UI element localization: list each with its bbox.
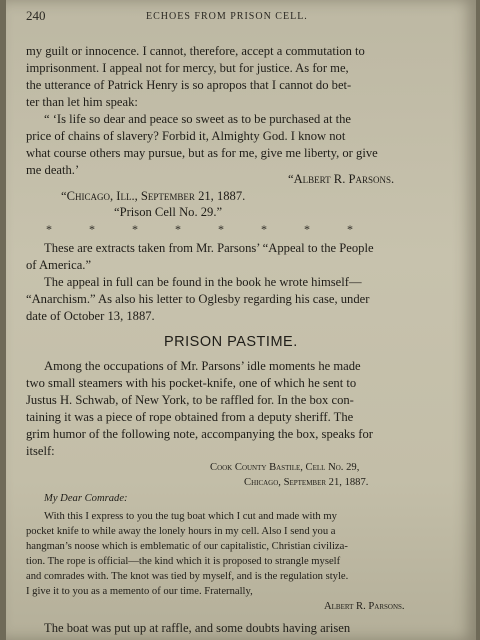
body-line: date of October 13, 1887. [26, 309, 155, 323]
body-line: The appeal in full can be found in the book he wrote himself— [44, 275, 362, 289]
body-line: my guilt or innocence. I cannot, therefore, accept a commutation to [26, 44, 365, 58]
quote-line: price of chains of slavery? Forbid it, Almighty God. I know not [26, 129, 346, 143]
letter-signature: Albert R. Parsons. [324, 601, 405, 612]
body-line: imprisonment. I appeal not for mercy, but for justice. As for me, [26, 61, 349, 75]
body-line: These are extracts taken from Mr. Parsons’ “Appeal to the People [44, 241, 374, 255]
body-line: “Anarchism.” As also his letter to Oglesby regarding his case, under [26, 292, 370, 306]
quote-line: what course others may pursue, but as for me, give me liberty, or give [26, 146, 378, 160]
body-line: itself: [26, 444, 55, 458]
body-line: of America.” [26, 258, 92, 272]
letter-address: Cook County Bastile, Cell No. 29, [210, 462, 360, 473]
dateline: “Prison Cell No. 29.” [114, 205, 223, 219]
letter-line: With this I express to you the tug boat which I cut and made with my [44, 511, 337, 522]
letter-line: hangman’s noose which is emblematic of our capitalistic, Christian civiliza- [26, 541, 348, 552]
dateline: “Chicago, Ill., September 21, 1887. [61, 189, 246, 203]
letter-line: I give it to you as a memento of our time. Fraternally, [26, 586, 253, 597]
letter-date: Chicago, September 21, 1887. [244, 477, 369, 488]
page-header [26, 8, 446, 26]
signature: “Albert R. Parsons. [288, 172, 395, 186]
section-divider: * * * * * * * * [46, 222, 353, 236]
body-line: The boat was put up at raffle, and some doubts having arisen [44, 621, 351, 635]
running-title: ECHOES FROM PRISON CELL. [146, 11, 308, 22]
quote-line: “ ‘Is life so dear and peace so sweet as to be purchased at the [44, 112, 352, 126]
body-line: taining it was a piece of rope obtained from a deputy sheriff. The [26, 410, 354, 424]
book-page [6, 0, 476, 640]
letter-line: pocket knife to while away the lonely hours in my cell. Also I send you a [26, 526, 336, 537]
section-heading: PRISON PASTIME. [164, 334, 298, 350]
body-line: ter than let him speak: [26, 95, 138, 109]
body-line: grim humor of the following note, accompanying the box, speaks for [26, 427, 373, 441]
body-line: Justus H. Schwab, of New York, to be raffled for. In the box con- [26, 393, 354, 407]
page-number: 240 [26, 8, 46, 23]
body-line: Among the occupations of Mr. Parsons’ idle moments he made [44, 359, 361, 373]
letter-salutation: My Dear Comrade: [44, 493, 128, 504]
letter-line: tion. The rope is official—the kind which it is proposed to strangle myself [26, 556, 341, 567]
body-line: two small steamers with his pocket-knife, one of which he sent to [26, 376, 357, 390]
letter-line: and comrades with. The knot was tied by myself, and is the regulation style. [26, 571, 349, 582]
body-line: the utterance of Patrick Henry is so apropos that I cannot do bet- [26, 78, 352, 92]
quote-line: me death.’ [26, 163, 80, 177]
